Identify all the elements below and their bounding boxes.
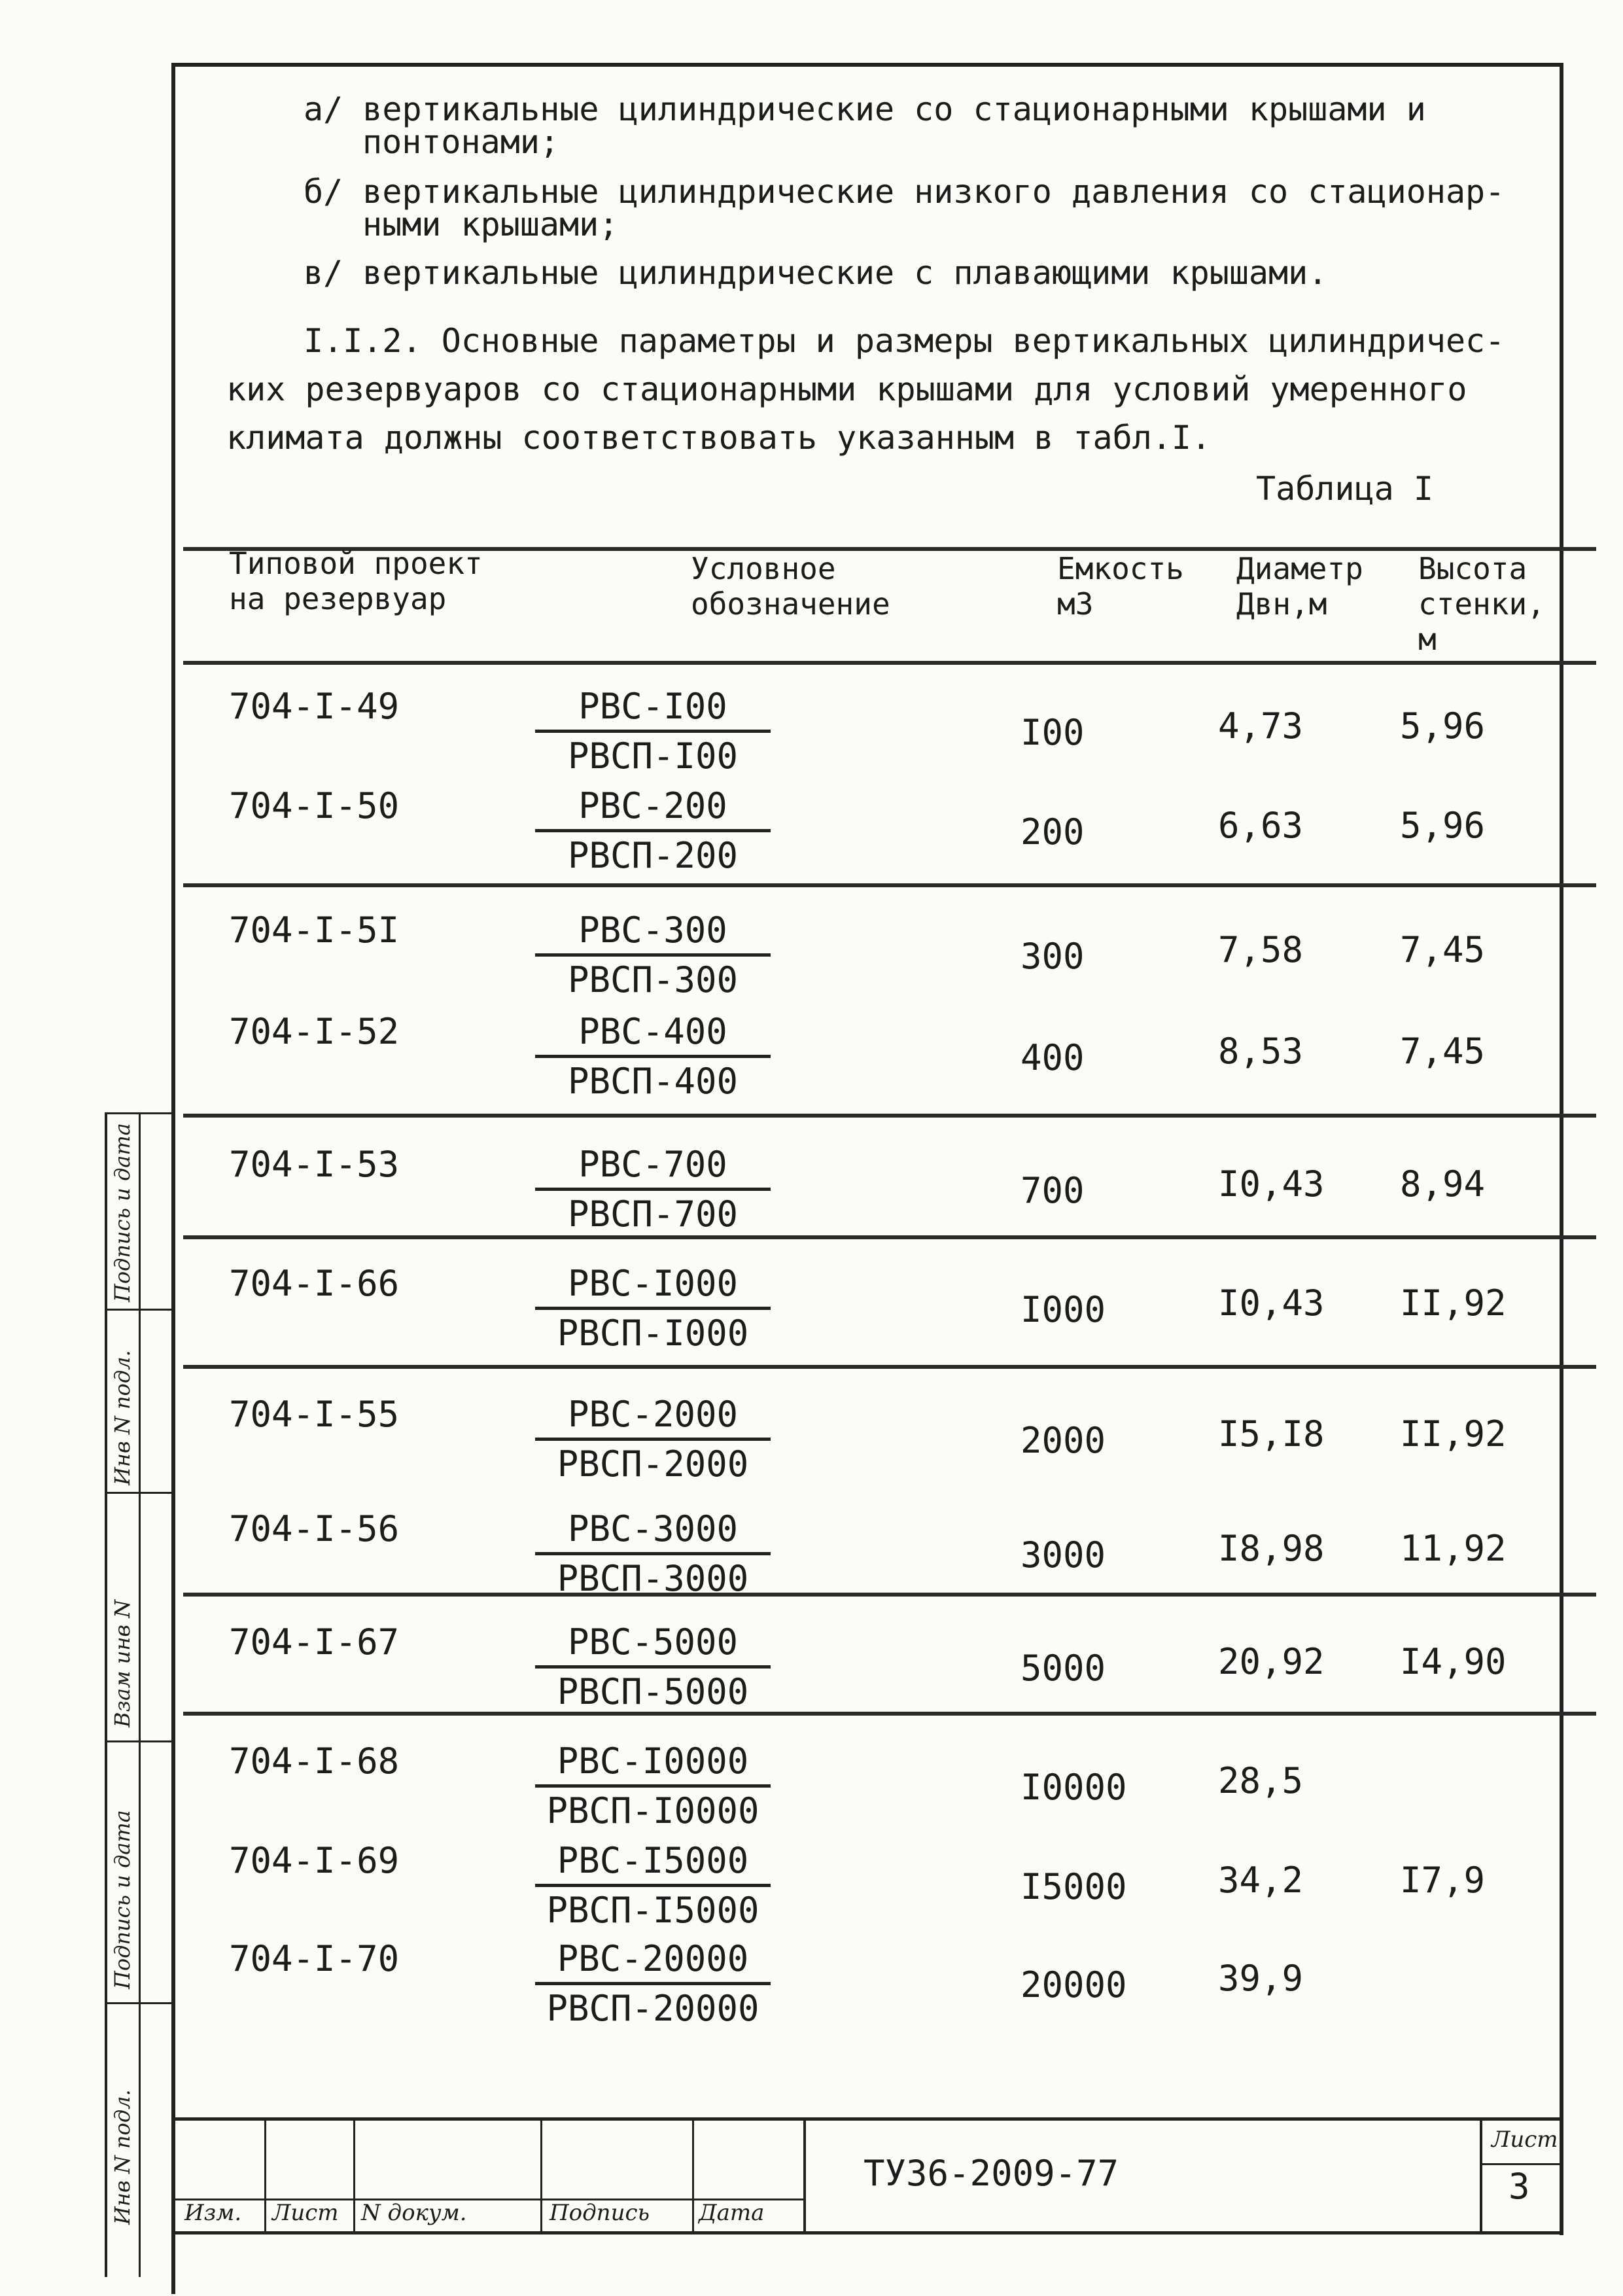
stamp-top bbox=[105, 1112, 175, 1114]
project-code: 704-I-68 bbox=[229, 1740, 400, 1782]
project-code: 704-I-5I bbox=[229, 910, 400, 951]
tb-vline bbox=[1480, 2117, 1482, 2234]
header-capacity: Емкость м3 bbox=[1057, 551, 1184, 622]
designation-top: РВС-400 bbox=[535, 1011, 771, 1058]
capacity-value: I5000 bbox=[1021, 1866, 1127, 1907]
project-code: 704-I-53 bbox=[229, 1144, 400, 1185]
diameter-value: 7,58 bbox=[1218, 929, 1304, 970]
project-code: 704-I-50 bbox=[229, 785, 400, 826]
stamp-label-signature-date: Подпись и дата bbox=[110, 1123, 135, 1302]
table-caption: Таблица I bbox=[1256, 470, 1433, 508]
height-value: 7,45 bbox=[1400, 1031, 1486, 1072]
diameter-value: 34,2 bbox=[1218, 1860, 1304, 1901]
item-c: в/ вертикальные цилиндрические с плавающими крышами. bbox=[304, 254, 1328, 292]
tb-bottom bbox=[175, 2231, 1563, 2234]
tb-vline bbox=[540, 2117, 542, 2234]
col-label-izm: Изм. bbox=[184, 2200, 242, 2226]
height-value: II,92 bbox=[1400, 1413, 1507, 1455]
designation-bottom: РВСП-I5000 bbox=[546, 1890, 759, 1931]
designation-bottom: РВСП-I0000 bbox=[546, 1790, 759, 1831]
stamp-div bbox=[105, 2002, 175, 2004]
designation-top: РВС-300 bbox=[535, 910, 771, 957]
designation-top: РВС-20000 bbox=[535, 1938, 771, 1985]
stamp-label-signature-date-2: Подпись и дата bbox=[110, 1810, 135, 1989]
height-value: I4,90 bbox=[1400, 1641, 1507, 1682]
diameter-value: 20,92 bbox=[1218, 1641, 1325, 1682]
sheet-number: 3 bbox=[1509, 2166, 1530, 2207]
designation-top: РВС-I00 bbox=[535, 686, 771, 733]
col-label-doc: N докум. bbox=[361, 2200, 467, 2226]
designation-top: РВС-200 bbox=[535, 785, 771, 832]
designation-top: РВС-2000 bbox=[535, 1394, 771, 1441]
diameter-value: 8,53 bbox=[1218, 1031, 1304, 1072]
stamp-outer-left bbox=[105, 1112, 107, 2277]
group-rule bbox=[183, 1365, 1596, 1369]
para-line3: климата должны соответствовать указанным в табл.I. bbox=[226, 419, 1212, 457]
group-rule bbox=[183, 1235, 1596, 1239]
capacity-value: 700 bbox=[1021, 1170, 1085, 1211]
project-code: 704-I-67 bbox=[229, 1621, 400, 1663]
item-a-line2: понтонами; bbox=[362, 123, 560, 161]
item-b-line1: б/ вертикальные цилиндрические низкого давления со стационар- bbox=[304, 173, 1505, 211]
para-line1: I.I.2. Основные параметры и размеры вертикальных цилиндричес- bbox=[304, 322, 1505, 360]
frame-top bbox=[171, 63, 1563, 67]
designation-top: РВС-I000 bbox=[535, 1263, 771, 1310]
designation-bottom: РВСП-I00 bbox=[567, 735, 739, 777]
diameter-value: I0,43 bbox=[1218, 1163, 1325, 1205]
designation-top: РВС-3000 bbox=[535, 1508, 771, 1555]
col-label-date: Дата bbox=[699, 2200, 765, 2226]
designation-bottom: РВСП-300 bbox=[567, 959, 739, 1000]
header-bottom-rule bbox=[183, 661, 1596, 665]
group-rule bbox=[183, 1712, 1596, 1716]
stamp-label-inv-orig: Инв N подл. bbox=[110, 1350, 135, 1485]
group-rule bbox=[183, 1114, 1596, 1118]
designation-bottom: РВСП-700 bbox=[567, 1193, 739, 1235]
frame-left bbox=[171, 63, 175, 2294]
diameter-value: 4,73 bbox=[1218, 705, 1304, 747]
designation-bottom: РВСП-3000 bbox=[557, 1558, 749, 1599]
designation-bottom: РВСП-200 bbox=[567, 835, 739, 876]
project-code: 704-I-55 bbox=[229, 1394, 400, 1435]
stamp-div bbox=[105, 1740, 175, 1742]
frame-right bbox=[1560, 63, 1563, 2235]
designation-bottom: РВСП-400 bbox=[567, 1061, 739, 1102]
project-code: 704-I-56 bbox=[229, 1508, 400, 1549]
diameter-value: I0,43 bbox=[1218, 1282, 1325, 1324]
height-value: 7,45 bbox=[1400, 929, 1486, 970]
sheet-label: Лист bbox=[1492, 2127, 1558, 2153]
diameter-value: 39,9 bbox=[1218, 1958, 1304, 1999]
height-value: 11,92 bbox=[1400, 1528, 1507, 1569]
capacity-value: 5000 bbox=[1021, 1648, 1106, 1689]
stamp-mid-line bbox=[139, 1112, 141, 2277]
diameter-value: 6,63 bbox=[1218, 805, 1304, 846]
col-label-sign: Подпись bbox=[550, 2200, 650, 2226]
project-code: 704-I-52 bbox=[229, 1011, 400, 1052]
tb-sheet-hline bbox=[1480, 2163, 1563, 2165]
group-rule bbox=[183, 1593, 1596, 1597]
project-code: 704-I-69 bbox=[229, 1840, 400, 1881]
height-value: 8,94 bbox=[1400, 1163, 1486, 1205]
document-code: ТУ36-2009-77 bbox=[864, 2153, 1119, 2194]
project-code: 704-I-70 bbox=[229, 1938, 400, 1979]
height-value: I7,9 bbox=[1400, 1860, 1486, 1901]
stamp-div bbox=[105, 1309, 175, 1311]
diameter-value: I5,I8 bbox=[1218, 1413, 1325, 1455]
stamp-label-replacement-inv: Взам инв N bbox=[110, 1599, 135, 1727]
capacity-value: 400 bbox=[1021, 1037, 1085, 1078]
height-value: 5,96 bbox=[1400, 805, 1486, 846]
designation-top: РВС-700 bbox=[535, 1144, 771, 1191]
designation-bottom: РВСП-20000 bbox=[546, 1988, 759, 2029]
header-diameter: Диаметр Двн,м bbox=[1236, 551, 1363, 622]
header-project: Типовой проект на резервуар bbox=[229, 546, 483, 616]
header-height: Высота стенки, м bbox=[1418, 551, 1545, 657]
col-label-list: Лист bbox=[272, 2200, 339, 2226]
para-line2: ких резервуаров со стационарными крышами для условий умеренного bbox=[226, 370, 1467, 408]
capacity-value: 300 bbox=[1021, 936, 1085, 977]
height-value: 5,96 bbox=[1400, 705, 1486, 747]
designation-top: РВС-I0000 bbox=[535, 1740, 771, 1788]
capacity-value: 3000 bbox=[1021, 1534, 1106, 1576]
tb-top bbox=[175, 2117, 1563, 2121]
designation-bottom: РВСП-2000 bbox=[557, 1443, 749, 1485]
designation-bottom: РВСП-I000 bbox=[557, 1313, 749, 1354]
designation-top: РВС-I5000 bbox=[535, 1840, 771, 1887]
header-designation: Условное обозначение bbox=[691, 551, 890, 622]
diameter-value: 28,5 bbox=[1218, 1760, 1304, 1801]
tb-vline bbox=[353, 2117, 355, 2234]
tb-vline bbox=[692, 2117, 694, 2234]
tb-vline bbox=[264, 2117, 266, 2234]
capacity-value: I000 bbox=[1021, 1289, 1106, 1330]
item-a-line1: а/ вертикальные цилиндрические со стационарными крышами и bbox=[304, 90, 1426, 128]
diameter-value: I8,98 bbox=[1218, 1528, 1325, 1569]
project-code: 704-I-49 bbox=[229, 686, 400, 727]
tb-vline bbox=[803, 2117, 806, 2234]
height-value: II,92 bbox=[1400, 1282, 1507, 1324]
stamp-label-inv-orig-2: Инв N подл. bbox=[110, 2089, 135, 2225]
designation-top: РВС-5000 bbox=[535, 1621, 771, 1669]
capacity-value: I00 bbox=[1021, 712, 1085, 753]
capacity-value: 2000 bbox=[1021, 1420, 1106, 1461]
stamp-div bbox=[105, 1492, 175, 1494]
capacity-value: I0000 bbox=[1021, 1767, 1127, 1808]
group-rule bbox=[183, 883, 1596, 887]
capacity-value: 200 bbox=[1021, 811, 1085, 853]
item-b-line2: ными крышами; bbox=[362, 205, 619, 243]
capacity-value: 20000 bbox=[1021, 1964, 1127, 2005]
designation-bottom: РВСП-5000 bbox=[557, 1671, 749, 1712]
project-code: 704-I-66 bbox=[229, 1263, 400, 1304]
